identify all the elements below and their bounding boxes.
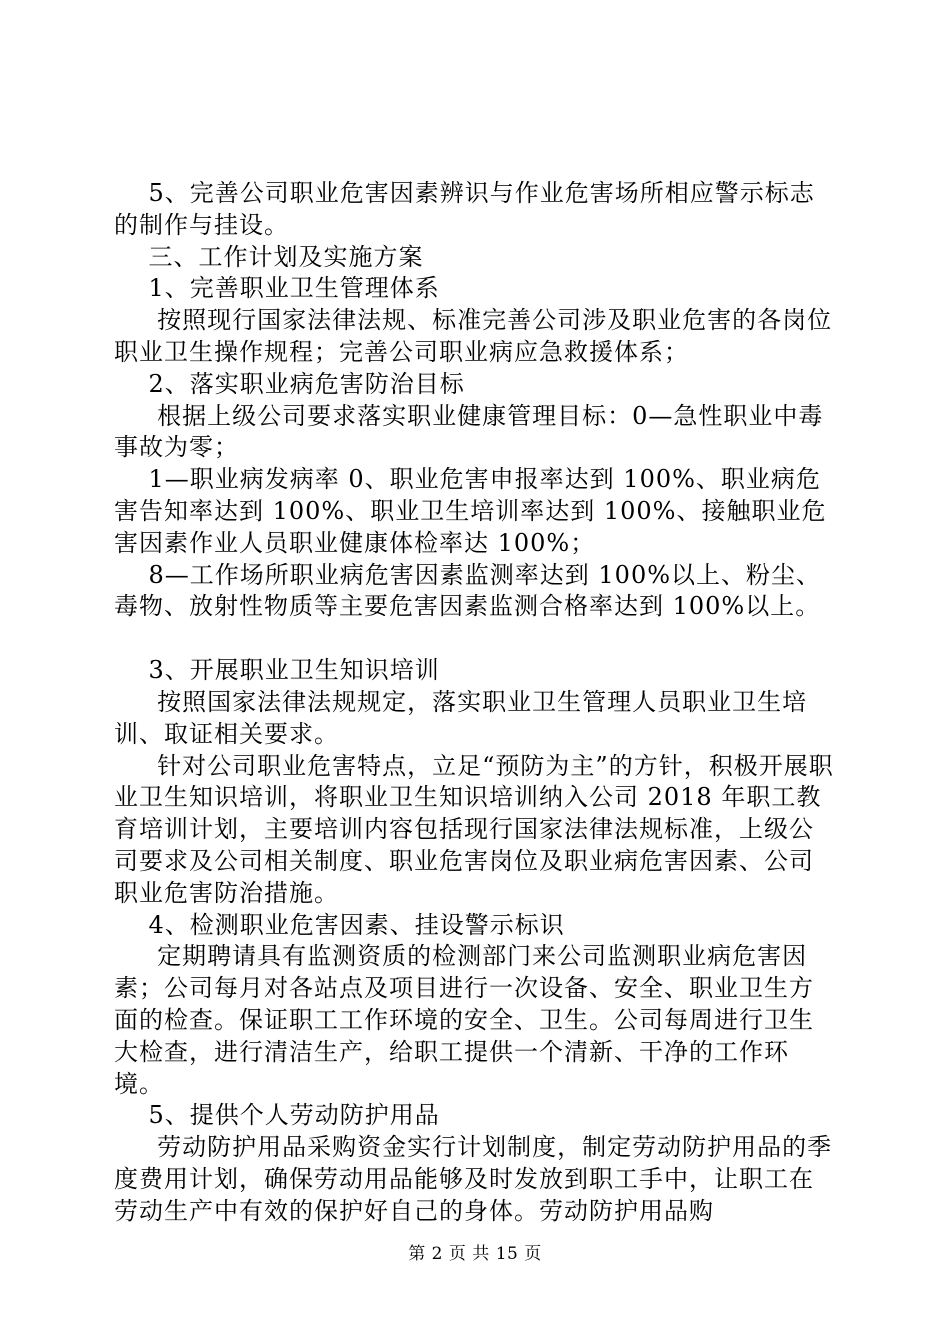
paragraph: 8—工作场所职业病危害因素监测率达到 100%以上、粉尘、毒物、放射性物质等主要危害因素监测合格率达到 100%以上。	[114, 560, 822, 621]
section-heading: 三、工作计划及实施方案	[114, 242, 424, 271]
subsection-heading: 5、提供个人劳动防护用品	[114, 1101, 440, 1130]
paragraph: 按照现行国家法律法规、标准完善公司涉及职业危害的各岗位职业卫生操作规程；完善公司职业病应急救援体系；	[114, 306, 833, 366]
paragraph: 1—职业病发病率 0、职业危害申报率达到 100%、职业病危害告知率达到 100%、职业卫生培训率达到 100%、接触职业危害因素作业人员职业健康体检率达 100%；	[114, 465, 827, 557]
paragraph: 根据上级公司要求落实职业健康管理目标：0—急性职业中毒事故为零；	[114, 401, 824, 462]
subsection-heading: 4、检测职业危害因素、挂设警示标识	[114, 910, 565, 939]
paragraph: 劳动防护用品采购资金实行计划制度，制定劳动防护用品的季度费用计划，确保劳动用品能够及时发放到职工手中，让职工在劳动生产中有效的保护好自己的身体。劳动防护用品购	[114, 1133, 833, 1225]
subsection-heading: 2、落实职业病危害防治目标	[114, 369, 465, 398]
blank-line	[114, 623, 834, 655]
paragraph: 按照国家法律法规规定，落实职业卫生管理人员职业卫生培训、取证相关要求。	[114, 687, 808, 748]
subsection-heading: 3、开展职业卫生知识培训	[114, 656, 440, 685]
paragraph: 定期聘请具有监测资质的检测部门来公司监测职业病危害因素；公司每月对各站点及项目进行一次设备、安全、职业卫生方面的检查。保证职工工作环境的安全、卫生。公司每周进行卫生大检查，进行清洁生产，给职工提供一个清新、干净的工作环境。	[114, 942, 814, 1098]
document-body	[114, 178, 834, 1228]
page-number-footer: 第 2 页 共 15 页	[408, 1244, 542, 1264]
paragraph: 针对公司职业危害特点，立足“预防为主”的方针，积极开展职业卫生知识培训，将职业卫生知识培训纳入公司 2018 年职工教育培训计划，主要培训内容包括现行国家法律法规标准，上级公司要求及公司相关制度、职业危害岗位及职业病危害因素、公司职业危害防治措施。	[114, 751, 834, 907]
paragraph: 5、完善公司职业危害因素辨识与作业危害场所相应警示标志的制作与挂设。	[114, 179, 815, 239]
subsection-heading: 1、完善职业卫生管理体系	[114, 274, 440, 303]
